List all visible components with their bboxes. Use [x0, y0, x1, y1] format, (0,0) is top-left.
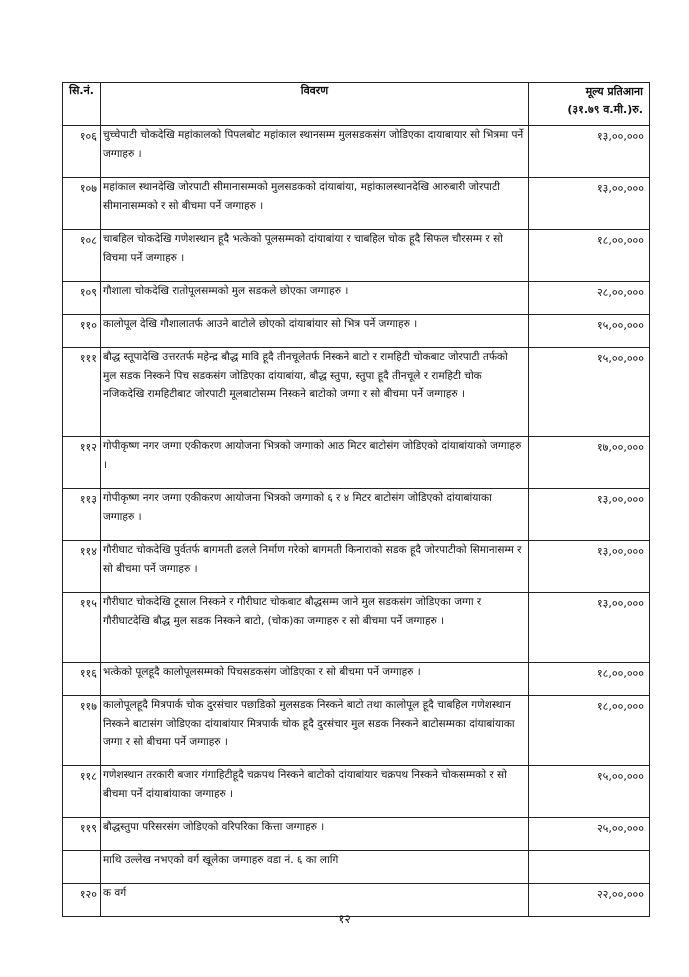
- row-price: १८,००,०००: [529, 230, 650, 282]
- row-price: २८,००,०००: [529, 282, 650, 315]
- row-description: चाबहिल चोकदेखि गणेशस्थान हूदै भत्केको पूलसम्मको दांयाबांया र चाबहिल चोक हूदै सिफल चौरसम्म र सो विचमा पर्ने जग्गाहरु ।: [101, 230, 529, 282]
- valuation-table: [62, 82, 650, 917]
- row-serial: ११०: [63, 315, 101, 348]
- row-price: २२,००,०००: [529, 884, 650, 917]
- row-serial: १०७: [63, 178, 101, 230]
- row-description: चुच्चेपाटी चोकदेखि महांकालको पिपलबोट महांकाल स्थानसम्म मुलसडकसंग जोडिएका दायाबायार सो भित्रमा पर्ने जग्गाहरु ।: [101, 126, 529, 178]
- table-row: [63, 541, 650, 593]
- table-row: [63, 818, 650, 851]
- row-price: १७,००,०००: [529, 437, 650, 489]
- table-row: [63, 489, 650, 541]
- row-price: १८,००,०००: [529, 663, 650, 696]
- row-serial: १११: [63, 348, 101, 437]
- row-description: भत्केको पूलहूदै कालोपूलसम्मको पिचसडकसंग जोडिएका र सो बीचमा पर्ने जग्गाहरु ।: [101, 663, 529, 696]
- row-price: १८,००,०००: [529, 696, 650, 766]
- row-price: १३,००,०००: [529, 593, 650, 663]
- table-row: [63, 315, 650, 348]
- row-description: गौशाला चोकदेखि रातोपूलसम्मको मुल सडकले छोएका जग्गाहरु ।: [101, 282, 529, 315]
- row-serial: १२०: [63, 884, 101, 917]
- table-row: [63, 348, 650, 437]
- row-description: कालोपूल देखि गौशालातर्फ आउने बाटोले छोएको दांयाबांयार सो भित्र पर्ने जग्गाहरु ।: [101, 315, 529, 348]
- table-row: [63, 230, 650, 282]
- row-serial: ११६: [63, 663, 101, 696]
- header-price-line1: मूल्य प्रतिआना: [585, 85, 643, 98]
- table-row: [63, 126, 650, 178]
- table-header-row: [63, 83, 650, 126]
- table-row: [63, 178, 650, 230]
- row-description: कालोपूलहूदै मित्रपार्क चोक दुरसंचार पछाडिको मुलसडक निस्कने बाटो तथा कालोपूल हूदै चाबहिल गणेशस्थान निस्कने बाटासंग जोडिएका दांयाबांयार मित्रपार्क चोक हूदै दुरसंचार मुल सडक निस्कने बाटोसम्मका दांयाबांयाका जग्गा र सो बीचमा पर्ने जग्गाहरु ।: [101, 696, 529, 766]
- row-serial: ११४: [63, 541, 101, 593]
- page-number: १२: [338, 912, 351, 926]
- table-row: [63, 663, 650, 696]
- row-description: क वर्ग: [101, 884, 529, 917]
- row-price: १३,००,०००: [529, 178, 650, 230]
- row-description: बौद्धस्तुपा परिसरसंग जोडिएको वरिपरिका कित्ता जग्गाहरु ।: [101, 818, 529, 851]
- row-price: १३,००,०००: [529, 489, 650, 541]
- row-price: २५,००,०००: [529, 818, 650, 851]
- header-price: [529, 83, 650, 126]
- row-serial: १०६: [63, 126, 101, 178]
- row-description: गौरीघाट चोकदेखि पुर्वतर्फ बागमती ढलले निर्माण गरेको बागमती किनाराको सडक हूदै जोरपाटीको सिमानासम्म र सो बीचमा पर्ने जग्गाहरु ।: [101, 541, 529, 593]
- row-description: माथि उल्लेख नभएको वर्ग खूलेका जग्गाहरु वडा नं. ६ का लागि: [101, 851, 529, 884]
- row-price: १५,००,०००: [529, 315, 650, 348]
- row-description: गोपीकृष्ण नगर जग्गा एकीकरण आयोजना भित्रको जग्गाको ६ र ४ मिटर बाटोसंग जोडिएको दांयाबांयाका जग्गाहरु ।: [101, 489, 529, 541]
- header-serial: सि.नं.: [63, 83, 101, 126]
- row-price: [529, 851, 650, 884]
- header-price-line2: (३१.७९ व.मी.)रु.: [567, 103, 643, 116]
- row-serial: १०८: [63, 230, 101, 282]
- table-row: [63, 282, 650, 315]
- row-serial: ११५: [63, 593, 101, 663]
- row-serial: ११२: [63, 437, 101, 489]
- row-serial: ११३: [63, 489, 101, 541]
- row-serial: ११९: [63, 818, 101, 851]
- row-price: १३,००,०००: [529, 126, 650, 178]
- row-serial: १०९: [63, 282, 101, 315]
- table-row: [63, 593, 650, 663]
- row-serial: ११८: [63, 766, 101, 818]
- row-price: १३,००,०००: [529, 541, 650, 593]
- row-description: गौरीघाट चोकदेखि टूसाल निस्कने र गौरीघाट चोकबाट बौद्धसम्म जाने मुल सडकसंग जोडिएका जग्गा र गौरीघाटदेखि बौद्ध मुल सडक निस्कने बाटो, (चोक)का जग्गाहरु र सो बीचमा पर्ने जग्गाहरु ।: [101, 593, 529, 663]
- table-row: [63, 696, 650, 766]
- table-row: [63, 851, 650, 884]
- row-description: गोपीकृष्ण नगर जग्गा एकीकरण आयोजना भित्रको जग्गाको आठ मिटर बाटोसंग जोडिएको दांयाबांयाको जग्गाहरु ।: [101, 437, 529, 489]
- row-serial: ११७: [63, 696, 101, 766]
- row-description: गणेशस्थान तरकारी बजार गंगाहिटीहूदै चक्रपथ निस्कने बाटोको दांयाबांयार चक्रपथ निस्कने चोकसम्मको र सो बीचमा पर्ने दांयाबांयाका जग्गाहरु ।: [101, 766, 529, 818]
- header-description: विवरण: [101, 83, 529, 126]
- row-serial: [63, 851, 101, 884]
- row-description: बौद्ध स्तूपादेखि उत्तरतर्फ महेन्द्र बौद्ध मावि हूदै तीनचूलेतर्फ निस्कने बाटो र रामहिटी चोकबाट जोरपाटी तर्फको मुल सडक निस्कने पिच सडकसंग जोडिएका दांयाबांया, बौद्ध स्तुपा, स्तुपा हूदै तीनचूले र रामहिटी चोक नजिकदेखि रामहिटीबाट जोरपाटी मूलबाटोसम्म निस्कने बाटोको जग्गा र सो बीचमा पर्ने जग्गाहरु ।: [101, 348, 529, 437]
- row-price: १५,००,०००: [529, 348, 650, 437]
- row-price: १५,००,०००: [529, 766, 650, 818]
- table-row: [63, 437, 650, 489]
- table-row: [63, 766, 650, 818]
- row-description: महांकाल स्थानदेखि जोरपाटी सीमानासम्मको मुलसडकको दांयाबांया, महांकालस्थानदेखि आरुबारी जोरपाटी सीमानासम्मको र सो बीचमा पर्ने जग्गाहरु ।: [101, 178, 529, 230]
